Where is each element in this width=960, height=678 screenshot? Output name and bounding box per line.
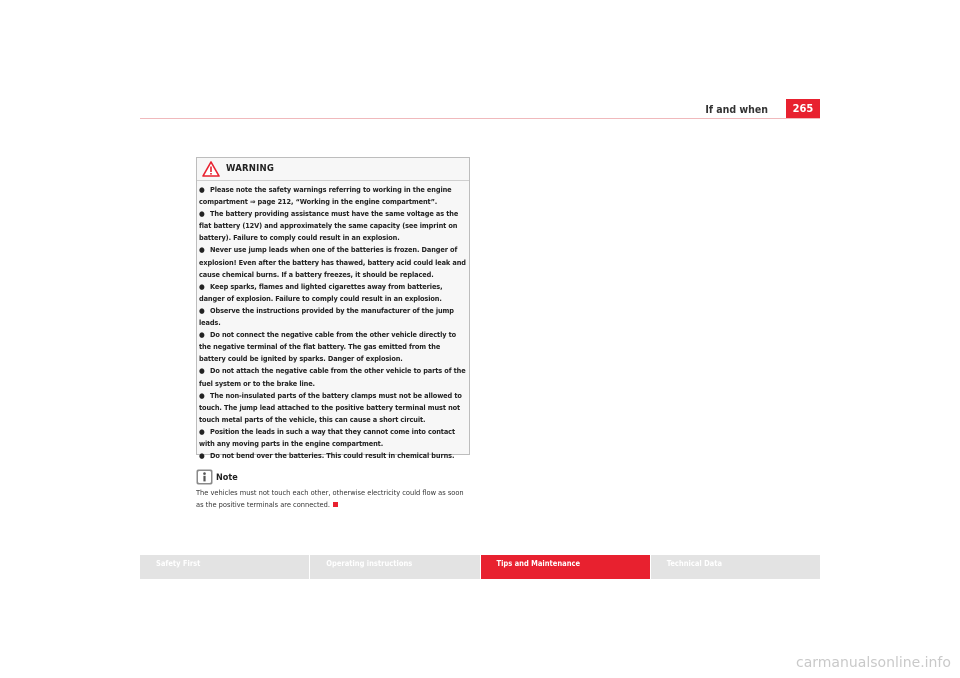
warning-list bbox=[197, 181, 469, 462]
tab-safety-first[interactable]: Safety First bbox=[140, 555, 310, 579]
tab-technical-data[interactable]: Technical Data bbox=[651, 555, 820, 579]
bullet-icon: ● bbox=[199, 390, 205, 400]
watermark: carmanualsonline.info bbox=[796, 655, 951, 671]
bullet-icon: ● bbox=[199, 330, 205, 340]
page-number: 265 bbox=[786, 99, 820, 119]
warning-item: ● Do not bend over the batteries. This could result in chemical burns. bbox=[199, 450, 466, 462]
warning-title: WARNING bbox=[226, 163, 275, 174]
warning-item: ● Do not attach the negative cable from the other vehicle to parts of the fuel system or to the brake line. bbox=[199, 366, 466, 388]
warning-item: ● The non-insulated parts of the battery clamps must not be allowed to touch. The jump lead attached to the positive battery terminal must not touch metal parts of the vehicle, this can cause a short circuit. bbox=[199, 390, 462, 424]
footer-tabs bbox=[140, 555, 820, 579]
page-header-title: If and when bbox=[705, 104, 768, 116]
bullet-icon: ● bbox=[199, 451, 205, 461]
header-rule bbox=[140, 118, 820, 119]
warning-item: ● Do not connect the negative cable from the other vehicle directly to the negative terminal of the flat battery. The gas emitted from the battery could be ignited by sparks. Danger of explosion. bbox=[199, 330, 457, 364]
tab-tips-and-maintenance[interactable]: Tips and Maintenance bbox=[481, 555, 651, 579]
end-mark bbox=[333, 502, 338, 507]
note-text: The vehicles must not touch each other, otherwise electricity could flow as soon as the positive terminals are connected. bbox=[196, 488, 464, 509]
warning-header bbox=[197, 158, 469, 181]
warning-box bbox=[196, 157, 470, 461]
bullet-icon: ● bbox=[199, 305, 205, 315]
warning-item: ● Keep sparks, flames and lighted cigarettes away from batteries, danger of explosion. Failure to comply could result in an explosion. bbox=[199, 281, 443, 303]
tab-operating-instructions[interactable]: Operating instructions bbox=[310, 555, 480, 579]
bullet-icon: ● bbox=[199, 245, 205, 255]
bullet-icon: ● bbox=[199, 366, 205, 376]
bullet-icon: ● bbox=[199, 185, 205, 194]
warning-item: ● Observe the instructions provided by the manufacturer of the jump leads. bbox=[199, 305, 454, 328]
note-title: Note bbox=[216, 473, 238, 483]
warning-item: ● The battery providing assistance must have the same voltage as the flat battery (12V) and approximately the same capacity (see imprint on battery). Failure to comply could result in an explosion. bbox=[199, 209, 459, 243]
warning-item: ● Please note the safety warnings referring to working in the engine compartment ⇒ page 212, “Working in the engine compartment”. bbox=[199, 185, 452, 207]
warning-item: ● Never use jump leads when one of the batteries is frozen. Danger of explosion! Even after the battery has thawed, battery acid could leak and cause chemical burns. If a battery freezes, it should be replaced. bbox=[199, 245, 466, 279]
bullet-icon: ● bbox=[199, 426, 205, 436]
warning-triangle-icon bbox=[202, 161, 220, 177]
bullet-icon: ● bbox=[199, 281, 205, 291]
warning-item: ● Position the leads in such a way that they cannot come into contact with any moving parts in the engine compartment. bbox=[199, 426, 455, 448]
note-info-icon bbox=[196, 469, 213, 485]
bullet-icon: ● bbox=[199, 209, 205, 219]
